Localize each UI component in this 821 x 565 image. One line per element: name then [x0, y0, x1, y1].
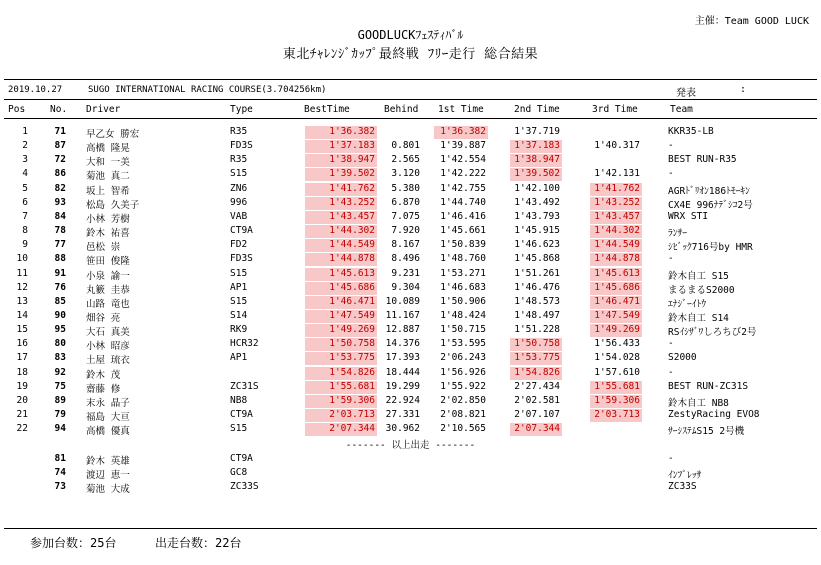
divider-top [4, 79, 817, 80]
cell-behind: 14.376 [385, 338, 420, 350]
cell-third-lap: 1'55.681 [590, 381, 642, 394]
cell-driver: 鈴木 祐喜 [86, 228, 130, 240]
cell-third-lap [590, 154, 642, 167]
cell-best-time: 1'44.549 [305, 239, 377, 252]
cell-team: ﾗﾝｻｰ [668, 228, 688, 240]
cell-second-lap: 1'43.793 [514, 210, 560, 222]
col-first: 1st Time [438, 104, 484, 115]
cell-car-number: 93 [54, 196, 66, 208]
cell-driver: 高橋 隆晃 [86, 143, 130, 155]
cell-first-lap: 2'06.243 [440, 352, 486, 364]
cell-third-lap: 1'49.269 [590, 324, 642, 337]
table-row [0, 196, 821, 210]
cell-team: 鈴木自工 S15 [668, 270, 729, 282]
cell-team: RSｲｼｻﾞﾜしろちび2号 [668, 327, 757, 339]
organizer-label: 主催：Team GOOD LUCK [694, 16, 809, 27]
cell-best-time: 1'44.878 [305, 253, 377, 266]
cell-team: - [668, 366, 674, 378]
cell-car-type: ZC33S [230, 481, 259, 493]
cell-car-type: ZN6 [230, 182, 248, 194]
cell-driver: 菊池 大成 [86, 484, 130, 496]
divider-footer [4, 528, 817, 529]
cell-best-time: 1'50.758 [305, 338, 377, 351]
cell-third-lap: 1'45.686 [590, 282, 642, 295]
cell-first-lap: 1'42.755 [440, 182, 486, 194]
cell-car-type: CT9A [230, 453, 253, 464]
col-best: BestTime [304, 104, 350, 115]
cell-first-lap: 1'42.554 [440, 154, 486, 166]
cell-best-time: 1'45.686 [305, 282, 377, 295]
event-title: GOODLUCKﾌｪｽﾃｨﾊﾞﾙ [357, 28, 464, 42]
cell-third-lap: 1'44.549 [590, 239, 642, 252]
cell-position: 13 [16, 295, 28, 307]
cell-first-lap: 1'46.683 [440, 281, 486, 293]
cell-third-lap: 1'59.306 [590, 395, 642, 408]
cell-third-lap [590, 126, 642, 139]
cell-second-lap: 1'46.623 [514, 239, 560, 251]
cell-position: 22 [16, 423, 28, 435]
table-row [0, 153, 821, 167]
cell-team: WRX STI [668, 210, 709, 222]
cell-position: 19 [16, 380, 28, 392]
cell-behind: 30.962 [385, 423, 420, 435]
cell-first-lap: 1'50.839 [440, 239, 486, 251]
col-second: 2nd Time [514, 104, 560, 115]
cell-third-lap: 1'57.610 [594, 366, 640, 378]
cell-team: CX4E 996ﾅﾃﾞｼｺ2号 [668, 199, 753, 211]
divider-header-bottom [4, 118, 817, 119]
cell-second-lap: 1'53.775 [510, 352, 562, 365]
cell-best-time: 1'39.502 [305, 168, 377, 181]
cell-best-time: 1'54.826 [305, 367, 377, 380]
cell-driver: 菊池 真二 [86, 171, 130, 183]
cell-behind: 8.167 [391, 239, 420, 251]
cell-third-lap [590, 423, 642, 436]
cell-best-time: 1'43.457 [305, 211, 377, 224]
cell-car-number: 72 [54, 154, 66, 166]
cell-driver: 渡辺 恵一 [86, 470, 130, 482]
cell-driver: 邑松 崇 [86, 242, 121, 254]
cell-car-type: CT9A [230, 225, 253, 237]
cell-best-time: 2'03.713 [305, 409, 377, 422]
non-starter-row [0, 466, 821, 480]
cell-behind: 22.924 [385, 394, 420, 406]
cell-team: ZestyRacing EVO8 [668, 409, 760, 420]
cell-driver: 土屋 琉衣 [86, 355, 130, 367]
cell-position: 17 [16, 352, 28, 364]
cell-second-lap: 1'51.228 [514, 324, 560, 336]
cell-position: 4 [22, 168, 28, 180]
table-row [0, 210, 821, 224]
cell-third-lap: 1'47.549 [590, 310, 642, 323]
cell-car-number: 88 [54, 253, 66, 265]
cell-third-lap: 2'03.713 [590, 409, 642, 422]
cell-driver: 末永 晶子 [86, 397, 130, 409]
cell-behind: 9.304 [391, 281, 420, 293]
cell-first-lap: 1'42.222 [440, 168, 486, 180]
col-driver: Driver [86, 104, 121, 115]
cell-team: - [668, 140, 674, 152]
cell-first-lap: 1'48.424 [440, 309, 486, 321]
cell-driver: 大石 真美 [86, 327, 130, 339]
cell-second-lap: 2'07.107 [514, 409, 560, 420]
cell-position: 2 [22, 140, 28, 152]
cell-position: 11 [16, 267, 28, 279]
cell-behind: 18.444 [385, 366, 420, 378]
course-name: SUGO INTERNATIONAL RACING COURSE(3.704256km) [88, 85, 327, 95]
cell-second-lap: 1'38.947 [510, 154, 562, 167]
cell-third-lap: 1'44.878 [590, 253, 642, 266]
cell-position: 10 [16, 253, 28, 265]
cell-team: - [668, 453, 674, 464]
cell-second-lap: 1'48.497 [514, 309, 560, 321]
cell-driver: 畑谷 亮 [86, 312, 121, 324]
cell-third-lap: 1'45.613 [590, 268, 642, 281]
cell-behind: 5.380 [391, 182, 420, 194]
cell-best-time: 1'46.471 [305, 296, 377, 309]
table-row [0, 224, 821, 238]
cell-second-lap: 2'27.434 [514, 380, 560, 392]
cell-third-lap: 1'41.762 [590, 183, 642, 196]
cell-behind: 3.120 [391, 168, 420, 180]
cell-driver: 松島 久美子 [86, 199, 140, 211]
table-header [0, 104, 821, 118]
cell-driver: 小林 昭彦 [86, 341, 130, 353]
cell-team: ｴﾅｼﾞｰｲﾄｳ [668, 298, 707, 310]
cell-car-number: 89 [54, 394, 66, 406]
cell-team: ｲﾝﾌﾟﾚｯｻ [668, 470, 702, 482]
table-row [0, 267, 821, 281]
cell-first-lap: 1'39.887 [440, 140, 486, 152]
cell-behind: 9.231 [391, 267, 420, 279]
cell-third-lap: 1'54.028 [594, 352, 640, 364]
table-row [0, 394, 821, 408]
cell-second-lap: 1'45.915 [514, 225, 560, 237]
table-row [0, 337, 821, 351]
cell-position: 5 [22, 182, 28, 194]
cell-position: 9 [22, 239, 28, 251]
cell-best-time: 1'49.269 [305, 324, 377, 337]
cell-position: 3 [22, 154, 28, 166]
session-title: 東北ﾁｬﾚﾝｼﾞｶｯﾌﾟ最終戦 ﾌﾘｰ走行 総合結果 [282, 47, 539, 62]
cell-car-type: S15 [230, 423, 248, 435]
cell-behind: 19.299 [385, 380, 420, 392]
cell-team: 鈴木自工 S14 [668, 312, 729, 324]
cell-third-lap: 1'43.252 [590, 197, 642, 210]
cell-team: 鈴木自工 NB8 [668, 397, 729, 409]
cell-third-lap: 1'46.471 [590, 296, 642, 309]
cell-behind: 8.496 [391, 253, 420, 265]
non-starter-row [0, 452, 821, 466]
starters-separator: ------- 以上出走 ------- [345, 440, 476, 451]
table-row [0, 182, 821, 196]
table-row [0, 366, 821, 380]
cell-second-lap: 1'48.573 [514, 295, 560, 307]
cell-car-number: 78 [54, 225, 66, 237]
cell-first-lap: 1'44.740 [440, 196, 486, 208]
cell-car-type: FD3S [230, 253, 253, 265]
cell-position: 1 [22, 126, 28, 137]
cell-second-lap: 1'37.183 [510, 140, 562, 153]
cell-car-type: CT9A [230, 409, 253, 420]
cell-car-type: R35 [230, 126, 248, 137]
cell-best-time: 1'36.382 [305, 126, 377, 139]
cell-team: - [668, 253, 674, 265]
cell-car-type: VAB [230, 210, 248, 222]
cell-first-lap: 2'02.850 [440, 394, 486, 406]
cell-car-type: RK9 [230, 324, 248, 336]
col-team: Team [670, 104, 693, 115]
non-starter-row [0, 480, 821, 494]
cell-second-lap: 1'42.100 [514, 182, 560, 194]
table-row [0, 167, 821, 181]
cell-second-lap: 1'39.502 [510, 168, 562, 181]
announce-value: : [740, 84, 747, 95]
cell-car-number: 75 [54, 380, 66, 392]
cell-car-type: HCR32 [230, 338, 259, 350]
cell-driver: 山路 竜也 [86, 298, 130, 310]
cell-best-time: 1'45.613 [305, 268, 377, 281]
cell-first-lap: 1'45.661 [440, 225, 486, 237]
cell-best-time: 2'07.344 [305, 423, 377, 436]
cell-second-lap: 1'43.492 [514, 196, 560, 208]
cell-first-lap: 1'53.595 [440, 338, 486, 350]
cell-behind: 7.075 [391, 210, 420, 222]
cell-third-lap: 1'56.433 [594, 338, 640, 350]
col-no: No. [50, 104, 68, 115]
cell-second-lap: 2'07.344 [510, 423, 562, 436]
cell-car-number: 83 [54, 352, 66, 364]
cell-team: BEST RUN-ZC31S [668, 380, 749, 392]
cell-position: 21 [16, 409, 28, 420]
announce-label: 発表 [676, 88, 696, 99]
cell-team: まるまるS2000 [668, 284, 735, 296]
cell-car-number: 86 [54, 168, 66, 180]
cell-behind: 10.089 [385, 295, 420, 307]
cell-car-number: 91 [54, 267, 66, 279]
cell-driver: 坂上 智希 [86, 185, 130, 197]
cell-best-time: 1'41.762 [305, 183, 377, 196]
cell-car-type: ZC31S [230, 380, 259, 392]
cell-driver: 早乙女 勝宏 [86, 129, 140, 140]
table-row [0, 408, 821, 422]
cell-first-lap: 1'56.926 [440, 366, 486, 378]
cell-car-type: S14 [230, 309, 248, 321]
cell-car-type: AP1 [230, 352, 248, 364]
cell-car-type: S15 [230, 295, 248, 307]
table-row [0, 281, 821, 295]
cell-car-number: 85 [54, 295, 66, 307]
cell-car-number: 94 [54, 423, 66, 435]
cell-team: ｼﾋﾞｯｸ716号by HMR [668, 242, 753, 254]
cell-driver: 笹田 俊隆 [86, 256, 130, 268]
cell-car-type: FD2 [230, 239, 248, 251]
cell-first-lap: 1'50.715 [440, 324, 486, 336]
cell-team: S2000 [668, 352, 697, 364]
cell-second-lap: 1'50.758 [510, 338, 562, 351]
cell-position: 12 [16, 281, 28, 293]
table-row [0, 139, 821, 153]
cell-first-lap: 1'48.760 [440, 253, 486, 265]
cell-car-number: 73 [54, 481, 66, 493]
table-row [0, 125, 821, 139]
event-date: 2019.10.27 [8, 85, 63, 95]
cell-driver: 大和 一美 [86, 157, 130, 169]
cell-second-lap: 1'54.826 [510, 367, 562, 380]
cell-third-lap: 1'43.457 [590, 211, 642, 224]
table-row [0, 238, 821, 252]
col-pos: Pos [8, 104, 26, 115]
cell-team: - [668, 168, 674, 180]
cell-team: KKR35-LB [668, 126, 714, 137]
cell-car-type: R35 [230, 154, 248, 166]
col-type: Type [230, 104, 253, 115]
col-third: 3rd Time [592, 104, 638, 115]
cell-car-number: 81 [54, 453, 66, 464]
cell-second-lap: 1'46.476 [514, 281, 560, 293]
cell-car-number: 74 [54, 467, 66, 479]
cell-position: 14 [16, 309, 28, 321]
cell-behind: 0.801 [391, 140, 420, 152]
cell-driver: 丸籔 圭恭 [86, 284, 130, 296]
cell-car-type: GC8 [230, 467, 248, 479]
cell-best-time: 1'55.681 [305, 381, 377, 394]
cell-first-lap: 1'53.271 [440, 267, 486, 279]
cell-second-lap: 1'51.261 [514, 267, 560, 279]
entries-count: 参加台数：25台 [30, 536, 117, 550]
cell-driver: 高橋 優真 [86, 426, 130, 438]
cell-driver: 鈴木 英雄 [86, 456, 130, 467]
cell-first-lap: 1'46.416 [440, 210, 486, 222]
cell-car-number: 92 [54, 366, 66, 378]
cell-best-time: 1'53.775 [305, 352, 377, 365]
cell-second-lap: 1'45.868 [514, 253, 560, 265]
cell-first-lap: 2'10.565 [440, 423, 486, 435]
cell-position: 8 [22, 225, 28, 237]
cell-position: 6 [22, 196, 28, 208]
cell-first-lap: 1'55.922 [440, 380, 486, 392]
cell-car-number: 79 [54, 409, 66, 420]
cell-driver: 鈴木 茂 [86, 369, 121, 381]
cell-first-lap: 1'50.906 [440, 295, 486, 307]
col-behind: Behind [384, 104, 419, 115]
cell-car-type: S15 [230, 168, 248, 180]
cell-behind: 27.331 [385, 409, 420, 420]
cell-car-number: 87 [54, 140, 66, 152]
cell-best-time: 1'44.302 [305, 225, 377, 238]
cell-third-lap: 1'44.302 [590, 225, 642, 238]
cell-car-number: 95 [54, 324, 66, 336]
table-row [0, 295, 821, 309]
cell-car-number: 77 [54, 239, 66, 251]
cell-best-time: 1'37.183 [305, 140, 377, 153]
cell-car-number: 76 [54, 281, 66, 293]
cell-first-lap: 2'08.821 [440, 409, 486, 420]
table-row [0, 351, 821, 365]
cell-behind: 2.565 [391, 154, 420, 166]
cell-first-lap: 1'36.382 [434, 126, 488, 139]
cell-team: ｻｰｼｽﾃﾑS15 2号機 [668, 426, 745, 438]
cell-driver: 小泉 諭一 [86, 270, 130, 282]
cell-second-lap: 1'37.719 [514, 126, 560, 137]
cell-behind: 12.887 [385, 324, 420, 336]
cell-car-type: 996 [230, 196, 248, 208]
cell-driver: 福島 大亘 [86, 412, 130, 423]
cell-car-number: 84 [54, 210, 66, 222]
cell-position: 16 [16, 338, 28, 350]
table-row [0, 422, 821, 436]
cell-team: - [668, 338, 674, 350]
cell-driver: 齋藤 修 [86, 383, 121, 395]
cell-position: 20 [16, 394, 28, 406]
cell-team: ZC33S [668, 481, 697, 493]
starters-count: 出走台数：22台 [155, 536, 242, 550]
cell-team: BEST RUN-R35 [668, 154, 737, 166]
cell-best-time: 1'43.252 [305, 197, 377, 210]
cell-position: 15 [16, 324, 28, 336]
cell-team: AGRﾄﾞﾘｵﾝ186ﾄﾓｰｷﾝ [668, 185, 750, 197]
table-row [0, 323, 821, 337]
cell-second-lap: 2'02.581 [514, 394, 560, 406]
cell-car-number: 80 [54, 338, 66, 350]
cell-third-lap: 1'40.317 [594, 140, 640, 152]
table-row [0, 309, 821, 323]
cell-best-time: 1'47.549 [305, 310, 377, 323]
cell-car-number: 82 [54, 182, 66, 194]
cell-driver: 小林 芳樹 [86, 213, 130, 225]
divider-header-top [4, 99, 817, 100]
cell-car-type: NB8 [230, 394, 248, 406]
cell-position: 7 [22, 210, 28, 222]
cell-behind: 6.870 [391, 196, 420, 208]
table-row [0, 252, 821, 266]
cell-position: 18 [16, 366, 28, 378]
table-row [0, 380, 821, 394]
cell-car-type: FD3S [230, 140, 253, 152]
cell-car-type: AP1 [230, 281, 248, 293]
cell-car-number: 71 [54, 126, 66, 137]
cell-car-type: S15 [230, 267, 248, 279]
cell-behind: 7.920 [391, 225, 420, 237]
cell-best-time: 1'59.306 [305, 395, 377, 408]
cell-car-number: 90 [54, 309, 66, 321]
cell-behind: 17.393 [385, 352, 420, 364]
cell-best-time: 1'38.947 [305, 154, 377, 167]
cell-third-lap: 1'42.131 [594, 168, 640, 180]
cell-behind: 11.167 [385, 309, 420, 321]
